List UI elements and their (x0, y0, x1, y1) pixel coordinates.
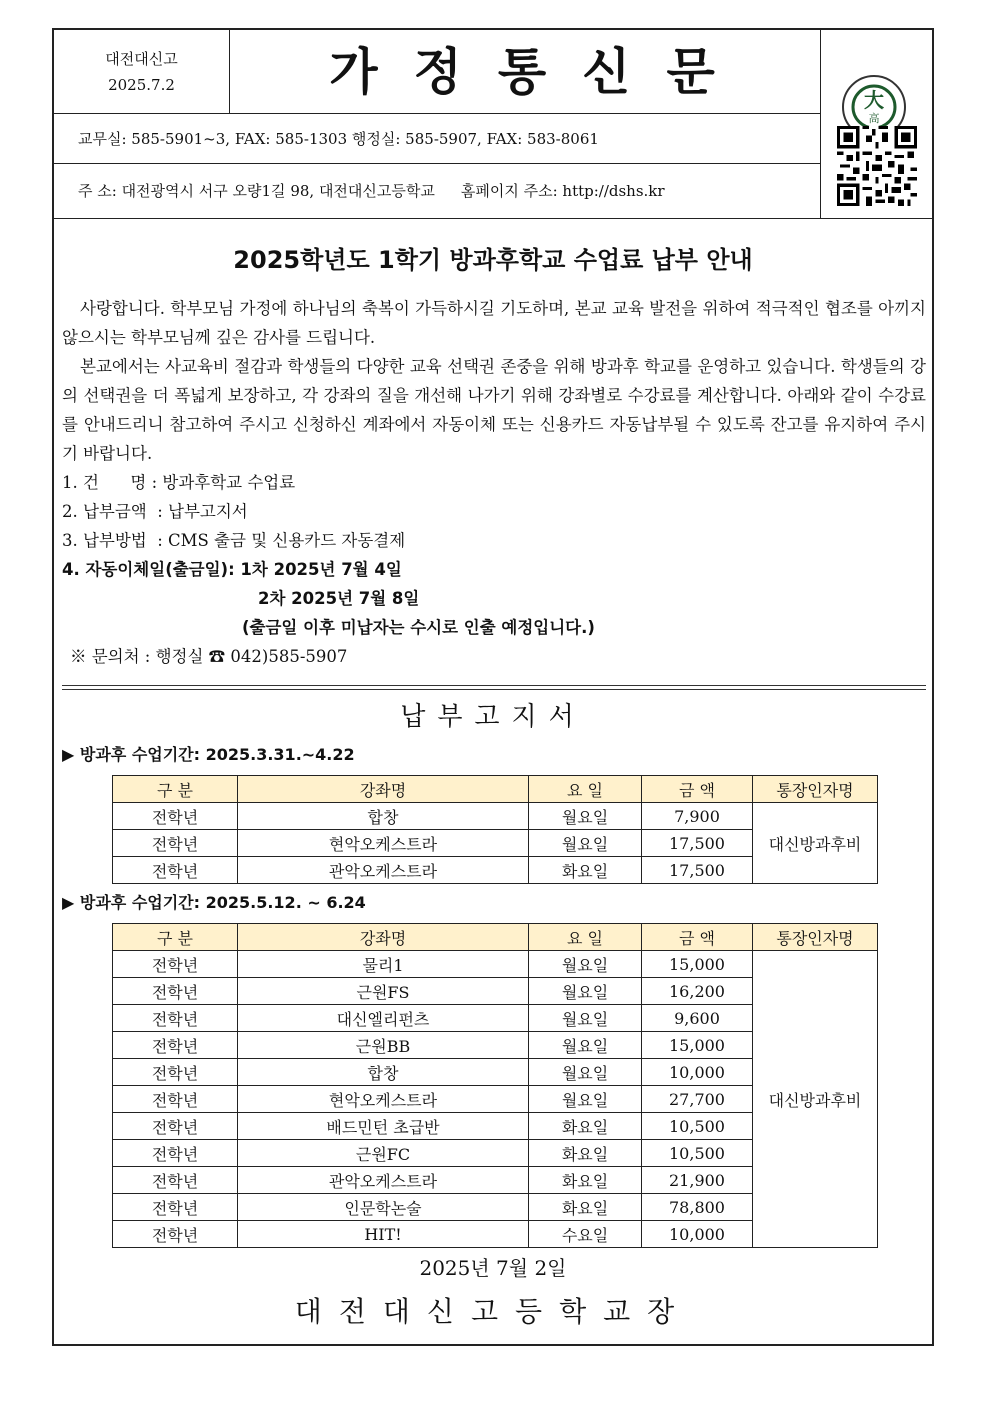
col-header-grade: 구 분 (113, 924, 238, 951)
cell-amount: 17,500 (642, 857, 753, 884)
footer-school-principal: 대전대신고등학교장 (294, 1295, 692, 1328)
table-row (113, 803, 878, 830)
cell-grade: 전학년 (113, 1059, 238, 1086)
paragraph-greeting: 사랑합니다. 학부모님 가정에 하나님의 축복이 가득하시길 기도하며, 본교 교육 발전을 위하여 적극적인 협조를 아끼지 않으시는 학부모님께 깊은 감사를 드립니다. (62, 299, 926, 347)
cell-grade: 전학년 (113, 1167, 238, 1194)
cell-grade: 전학년 (113, 1005, 238, 1032)
cell-amount: 10,000 (642, 1059, 753, 1086)
cell-course: 근원BB (238, 1032, 529, 1059)
col-header-day: 요 일 (529, 776, 642, 803)
cell-course: 관악오케스트라 (238, 857, 529, 884)
paragraph-details: 본교에서는 사교육비 절감과 학생들의 다양한 교육 선택권 존중을 위해 방과후 학교를 운영하고 있습니다. 학생들의 강의 선택권을 더 폭넓게 보장하고, 각 강좌의 질을 개선해 나가기 위해 강좌별로 수강료를 계산합니다. 아래와 같이 수강료를 안내드리니 참고하여 주시고 신청하신 계좌에서 자동이체 또는 신용카드 자동납부될 수 있도록 잔고를 유지하여 주시기 바랍니다. (62, 357, 926, 463)
footer-date: 2025년 7월 2일 (419, 1256, 567, 1280)
logo-char: 大 (864, 88, 884, 112)
col-header-account: 통장인자명 (753, 776, 878, 803)
notice-title: 2025학년도 1학기 방과후학교 수업료 납부 안내 (233, 246, 753, 274)
cell-grade: 전학년 (113, 1086, 238, 1113)
cell-amount: 9,600 (642, 1005, 753, 1032)
cell-day: 수요일 (529, 1221, 642, 1248)
cell-course: HIT! (238, 1221, 529, 1248)
notice-frame (52, 28, 934, 1346)
col-header-day: 요 일 (529, 924, 642, 951)
cell-grade: 전학년 (113, 830, 238, 857)
cell-grade: 전학년 (113, 1221, 238, 1248)
contact-info: 교무실: 585-5901~3, FAX: 585-1303 행정실: 585-5907, FAX: 583-8061 (78, 130, 599, 148)
table-header-row (113, 924, 878, 951)
cell-amount: 27,700 (642, 1086, 753, 1113)
cell-grade: 전학년 (113, 1194, 238, 1221)
double-divider (62, 685, 926, 690)
fee-table-first (112, 775, 878, 884)
cell-course: 근원FS (238, 978, 529, 1005)
cell-amount: 16,200 (642, 978, 753, 1005)
cell-grade: 전학년 (113, 1113, 238, 1140)
cell-course: 관악오케스트라 (238, 1167, 529, 1194)
cell-day: 화요일 (529, 857, 642, 884)
cell-grade: 전학년 (113, 803, 238, 830)
cell-day: 월요일 (529, 978, 642, 1005)
cell-grade: 전학년 (113, 978, 238, 1005)
col-header-amount: 금 액 (642, 924, 753, 951)
cell-day: 월요일 (529, 951, 642, 978)
cell-course: 물리1 (238, 951, 529, 978)
cell-amount: 15,000 (642, 1032, 753, 1059)
cell-day: 월요일 (529, 1086, 642, 1113)
cell-course: 대신엘리펀츠 (238, 1005, 529, 1032)
header-emblem-area (820, 30, 932, 218)
cell-course: 인문학논술 (238, 1194, 529, 1221)
cell-amount: 15,000 (642, 951, 753, 978)
cell-day: 화요일 (529, 1140, 642, 1167)
cell-amount: 21,900 (642, 1167, 753, 1194)
cell-account-name: 대신방과후비 (753, 803, 878, 884)
item-method: 3. 납부방법 : CMS 출금 및 신용카드 자동결제 (62, 531, 406, 550)
cell-amount: 78,800 (642, 1194, 753, 1221)
table-header-row (113, 776, 878, 803)
cell-grade: 전학년 (113, 1140, 238, 1167)
fee-table-second (112, 923, 878, 1248)
cell-amount: 10,000 (642, 1221, 753, 1248)
col-header-account: 통장인자명 (753, 924, 878, 951)
item-transfer-note (62, 613, 926, 642)
cell-amount: 10,500 (642, 1113, 753, 1140)
issue-date: 2025.7.2 (108, 76, 175, 94)
cell-day: 화요일 (529, 1194, 642, 1221)
cell-course: 합창 (238, 803, 529, 830)
cell-day: 화요일 (529, 1167, 642, 1194)
qr-code[interactable] (837, 126, 917, 206)
col-header-course: 강좌명 (238, 776, 529, 803)
cell-day: 월요일 (529, 1032, 642, 1059)
cell-course: 합창 (238, 1059, 529, 1086)
table-row (113, 951, 878, 978)
bill-title: 납부고지서 (400, 702, 586, 732)
address-row (54, 164, 820, 218)
notice-body (62, 294, 926, 671)
cell-day: 월요일 (529, 830, 642, 857)
cell-day: 월요일 (529, 1059, 642, 1086)
col-header-amount: 금 액 (642, 776, 753, 803)
header-bottom-border (54, 218, 932, 219)
transfer-note: (출금일 이후 미납자는 수시로 인출 예정입니다.) (242, 618, 595, 637)
item-subject: 1. 건 명 : 방과후학교 수업료 (62, 473, 296, 492)
inquiry-contact: ※ 문의처 : 행정실 ☎ 042)585-5907 (70, 647, 348, 666)
contact-row (54, 114, 820, 164)
cell-grade: 전학년 (113, 1032, 238, 1059)
cell-grade: 전학년 (113, 951, 238, 978)
address: 주 소: 대전광역시 서구 오량1길 98, 대전대신고등학교 (78, 182, 435, 200)
cell-day: 월요일 (529, 1005, 642, 1032)
header (54, 30, 932, 218)
cell-course: 현악오케스트라 (238, 1086, 529, 1113)
cell-amount: 10,500 (642, 1140, 753, 1167)
cell-grade: 전학년 (113, 857, 238, 884)
cell-account-name: 대신방과후비 (753, 951, 878, 1248)
page-title: 가정통신문 (230, 30, 820, 114)
transfer-date-second: 2차 2025년 7월 8일 (258, 589, 420, 608)
cell-course: 배드민턴 초급반 (238, 1113, 529, 1140)
col-header-course: 강좌명 (238, 924, 529, 951)
cell-amount: 17,500 (642, 830, 753, 857)
period-first: ▶ 방과후 수업기간: 2025.3.31.~4.22 (62, 745, 355, 764)
col-header-grade: 구 분 (113, 776, 238, 803)
item-transfer-date (62, 555, 926, 584)
item-amount: 2. 납부금액 : 납부고지서 (62, 502, 248, 521)
transfer-date-first: 4. 자동이체일(출금일): 1차 2025년 7월 4일 (62, 560, 402, 579)
cell-day: 화요일 (529, 1113, 642, 1140)
cell-day: 월요일 (529, 803, 642, 830)
logo-sub-char: 高 (868, 112, 880, 125)
cell-course: 현악오케스트라 (238, 830, 529, 857)
period-second: ▶ 방과후 수업기간: 2025.5.12. ~ 6.24 (62, 893, 366, 912)
cell-course: 근원FC (238, 1140, 529, 1167)
item-transfer-date-second (62, 584, 926, 613)
header-school-date (54, 30, 230, 114)
school-short-name: 대전대신고 (105, 50, 178, 68)
homepage-link[interactable]: 홈페이지 주소: http://dshs.kr (460, 182, 665, 200)
cell-amount: 7,900 (642, 803, 753, 830)
